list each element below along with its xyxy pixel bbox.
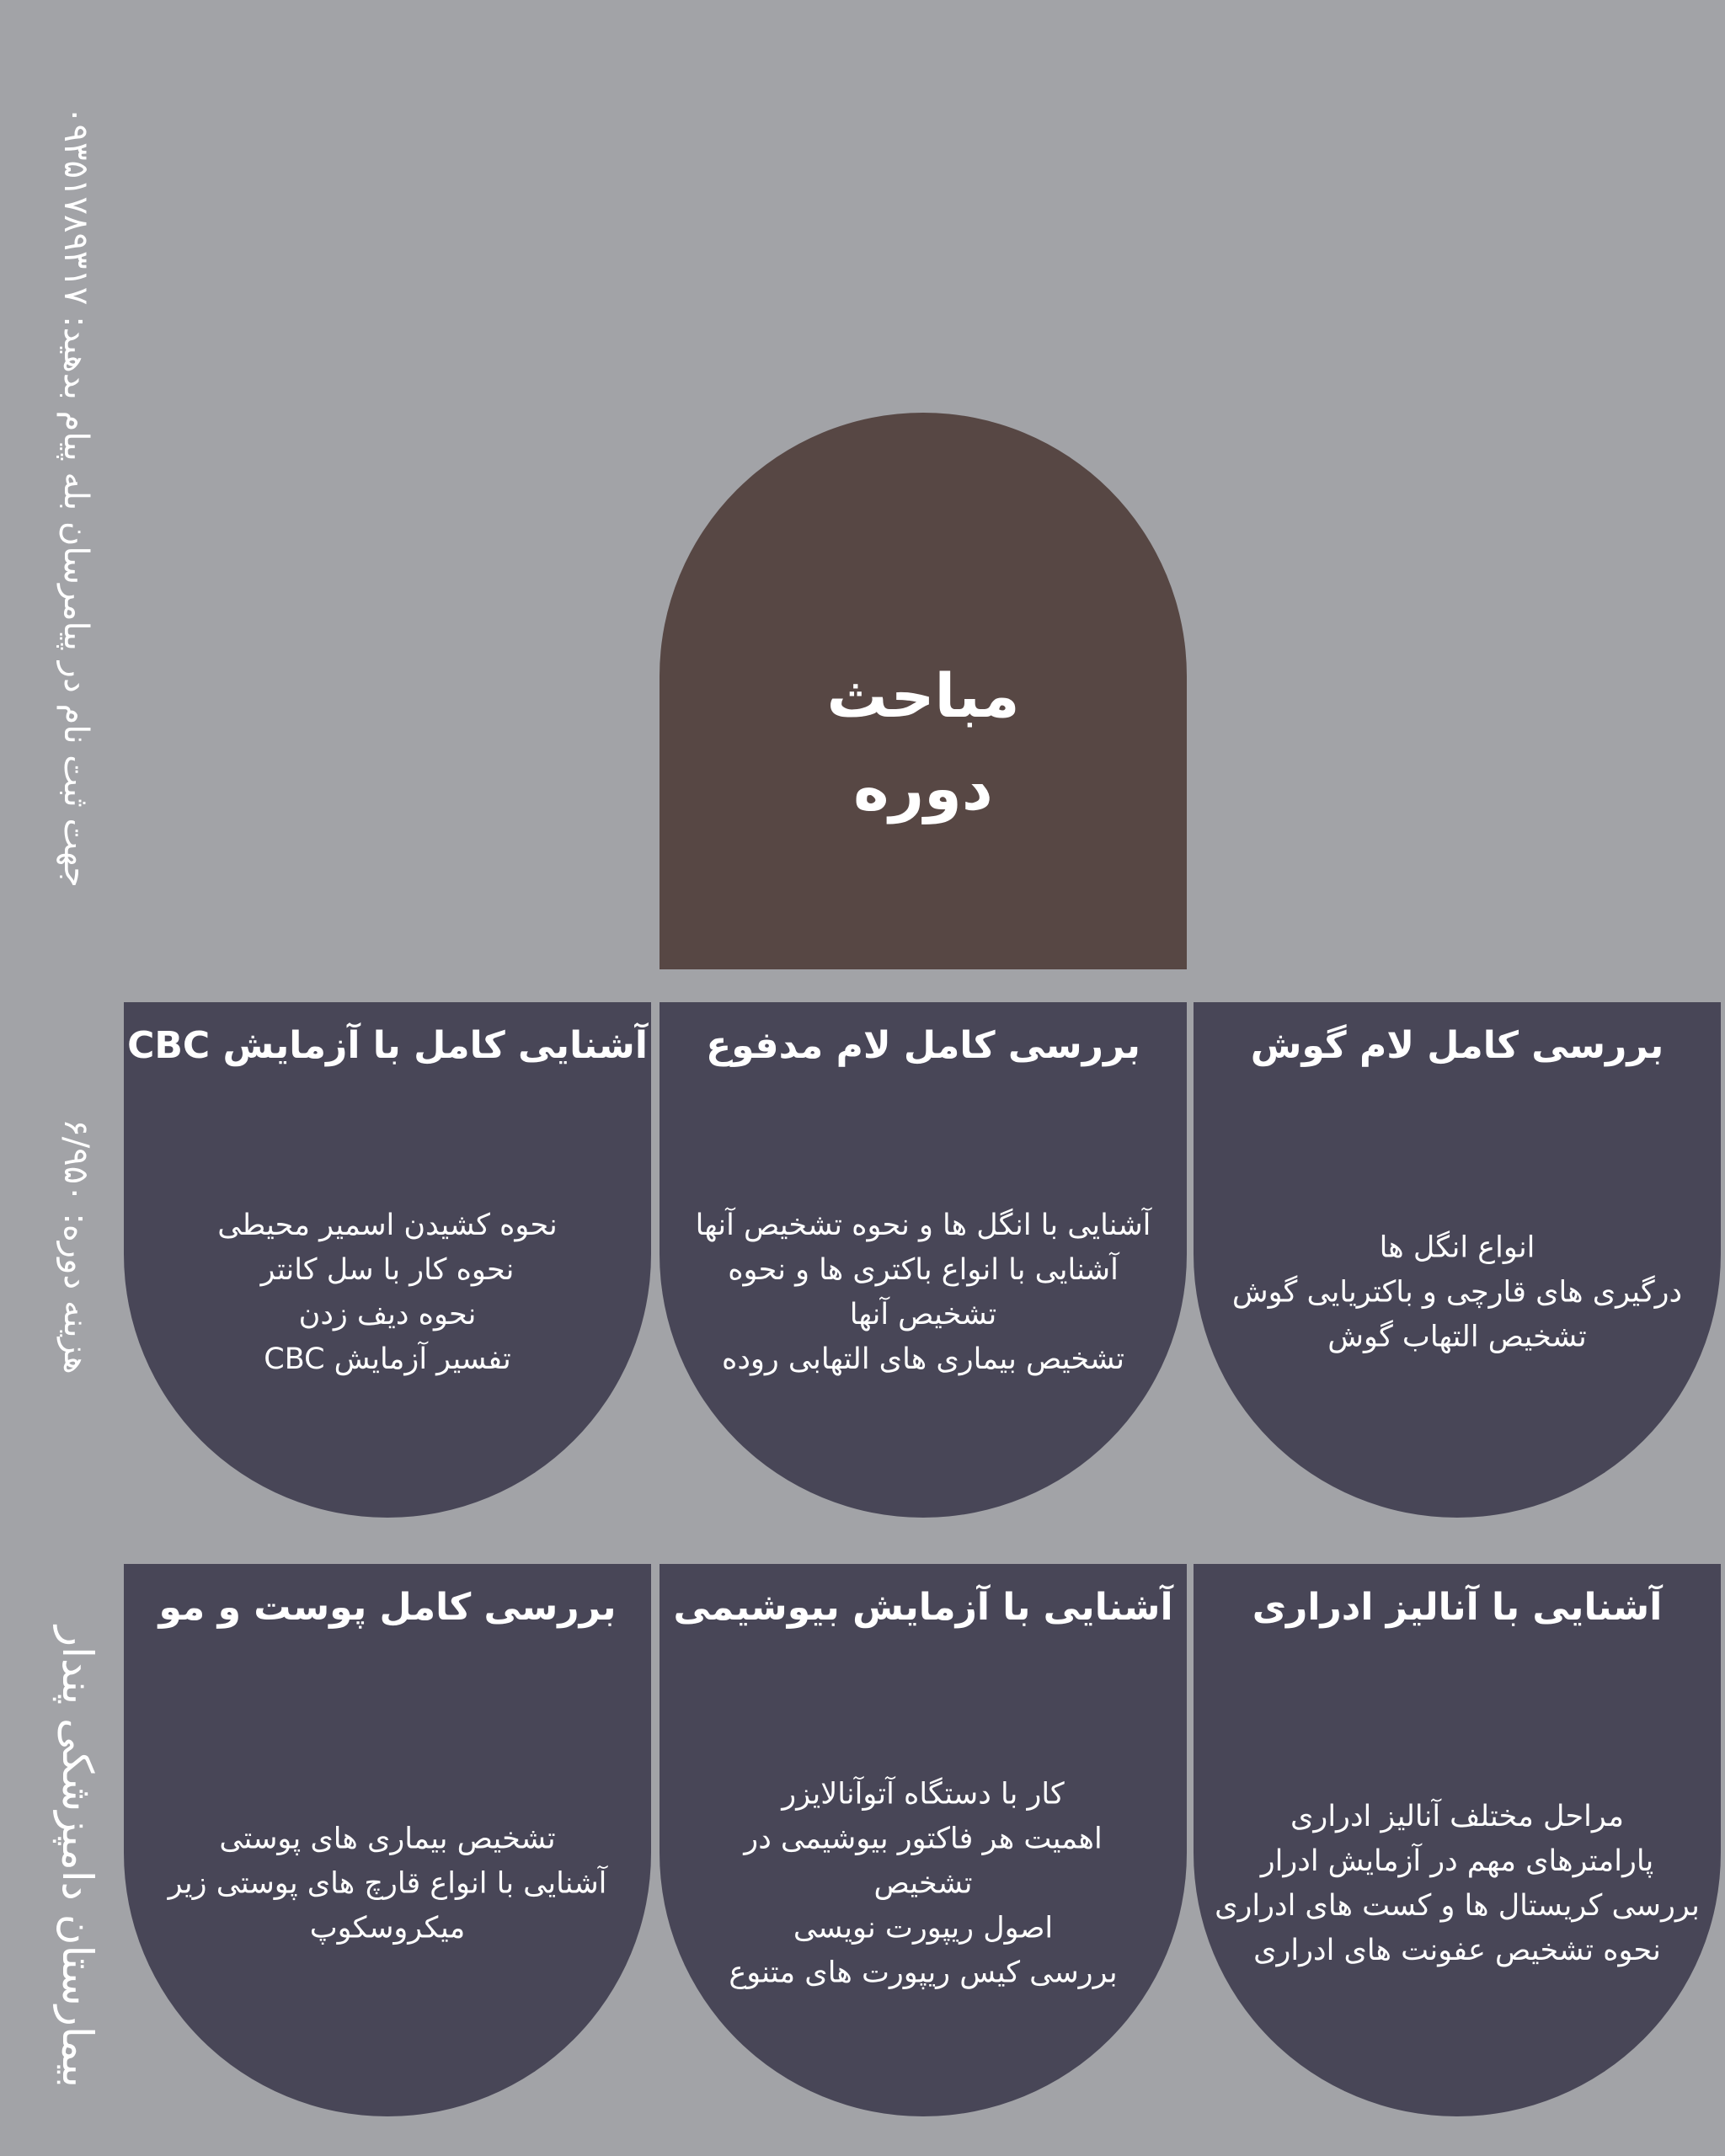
topic-item: تشخیص آنها (849, 1298, 997, 1331)
topic-items (660, 1203, 1187, 1382)
topic-title: بررسی کامل لام مدفوع (706, 1024, 1140, 1067)
topic-item: تشخیص بیماری های پوستی (219, 1822, 556, 1856)
topic-title: بررسی کامل لام گوش (1250, 1024, 1664, 1067)
topic-title: بررسی کامل پوست و مو (158, 1586, 617, 1629)
clinic-name: بیمارستان دامپزشکی پندار (53, 1625, 102, 2089)
topic-card-biochemistry (660, 1564, 1187, 2116)
topic-item: نحوه تشخیص عفونت های ادراری (1253, 1934, 1661, 1967)
topic-title: آشنایی با آنالیز ادراری (1252, 1586, 1663, 1629)
topic-item: نحوه کشیدن اسمیر محیطی (217, 1209, 558, 1242)
header-title-line1: مباحث (826, 659, 1020, 731)
topic-item: تفسیر آزمایش CBC (264, 1342, 511, 1376)
topic-item: آشنایی با انواع باکتری ها و نحوه (728, 1253, 1119, 1287)
topic-item: اهمیت هر فاکتور بیوشیمی در (744, 1822, 1103, 1856)
topic-item: انواع انگل ها (1379, 1230, 1535, 1265)
topic-item: نحوه کار با سل کانتر (260, 1253, 515, 1287)
topic-item: آشنایی با انگل ها و نحوه تشخیص آنها (695, 1209, 1151, 1242)
topic-item: اصول ریپورت نویسی (793, 1911, 1054, 1945)
topic-item: تشخیص التهاب گوش (1327, 1320, 1587, 1354)
topic-item: تشخیص بیماری های التهابی روده (722, 1342, 1124, 1376)
topic-items (1194, 1226, 1721, 1360)
course-topics-header (660, 413, 1187, 969)
topic-card-ear-cytology (1194, 1002, 1721, 1518)
topic-item: آشنایی با انواع قارچ های پوستی زیر (168, 1866, 607, 1901)
topic-card-urinalysis (1194, 1564, 1721, 2116)
topic-items (1194, 1795, 1721, 1973)
topic-item: تشخیص (873, 1866, 973, 1901)
topic-item: مراحل مختلف آنالیز ادراری (1290, 1800, 1624, 1833)
topic-title: آشنایی با آزمایش بیوشیمی (673, 1586, 1173, 1629)
topic-item: بررسی کیس ریپورت های متنوع (729, 1956, 1118, 1990)
topic-item: کار با دستگاه آتوآنالایزر (782, 1777, 1065, 1812)
topic-item: درگیری های قارچی و باکتریایی گوش (1231, 1275, 1683, 1310)
topic-item: پارامترهای مهم در آزمایش ادرار (1260, 1844, 1654, 1878)
topic-items (124, 1203, 651, 1382)
topic-items (660, 1773, 1187, 1996)
topic-card-fecal-cytology (660, 1002, 1187, 1518)
topic-item: میکروسکوپ (309, 1911, 466, 1945)
topic-title: آشنایی کامل با آزمایش CBC (127, 1024, 648, 1067)
registration-note: جهت ثبت نام در پیامرسان بله پیام بدهید: ۰۹۳۵۱۷۸۹۳۱۷ (56, 106, 95, 888)
topic-items (124, 1817, 651, 1951)
topic-item: بررسی کریستال ها و کست های ادراری (1215, 1889, 1700, 1923)
topic-item: نحوه دیف زدن (298, 1298, 477, 1331)
topic-card-skin-hair (124, 1564, 651, 2116)
course-fee: هزینه دوره: ۶/۹۵۰ (56, 1118, 95, 1374)
header-title-line2: دوره (853, 752, 993, 824)
topic-card-cbc (124, 1002, 651, 1518)
